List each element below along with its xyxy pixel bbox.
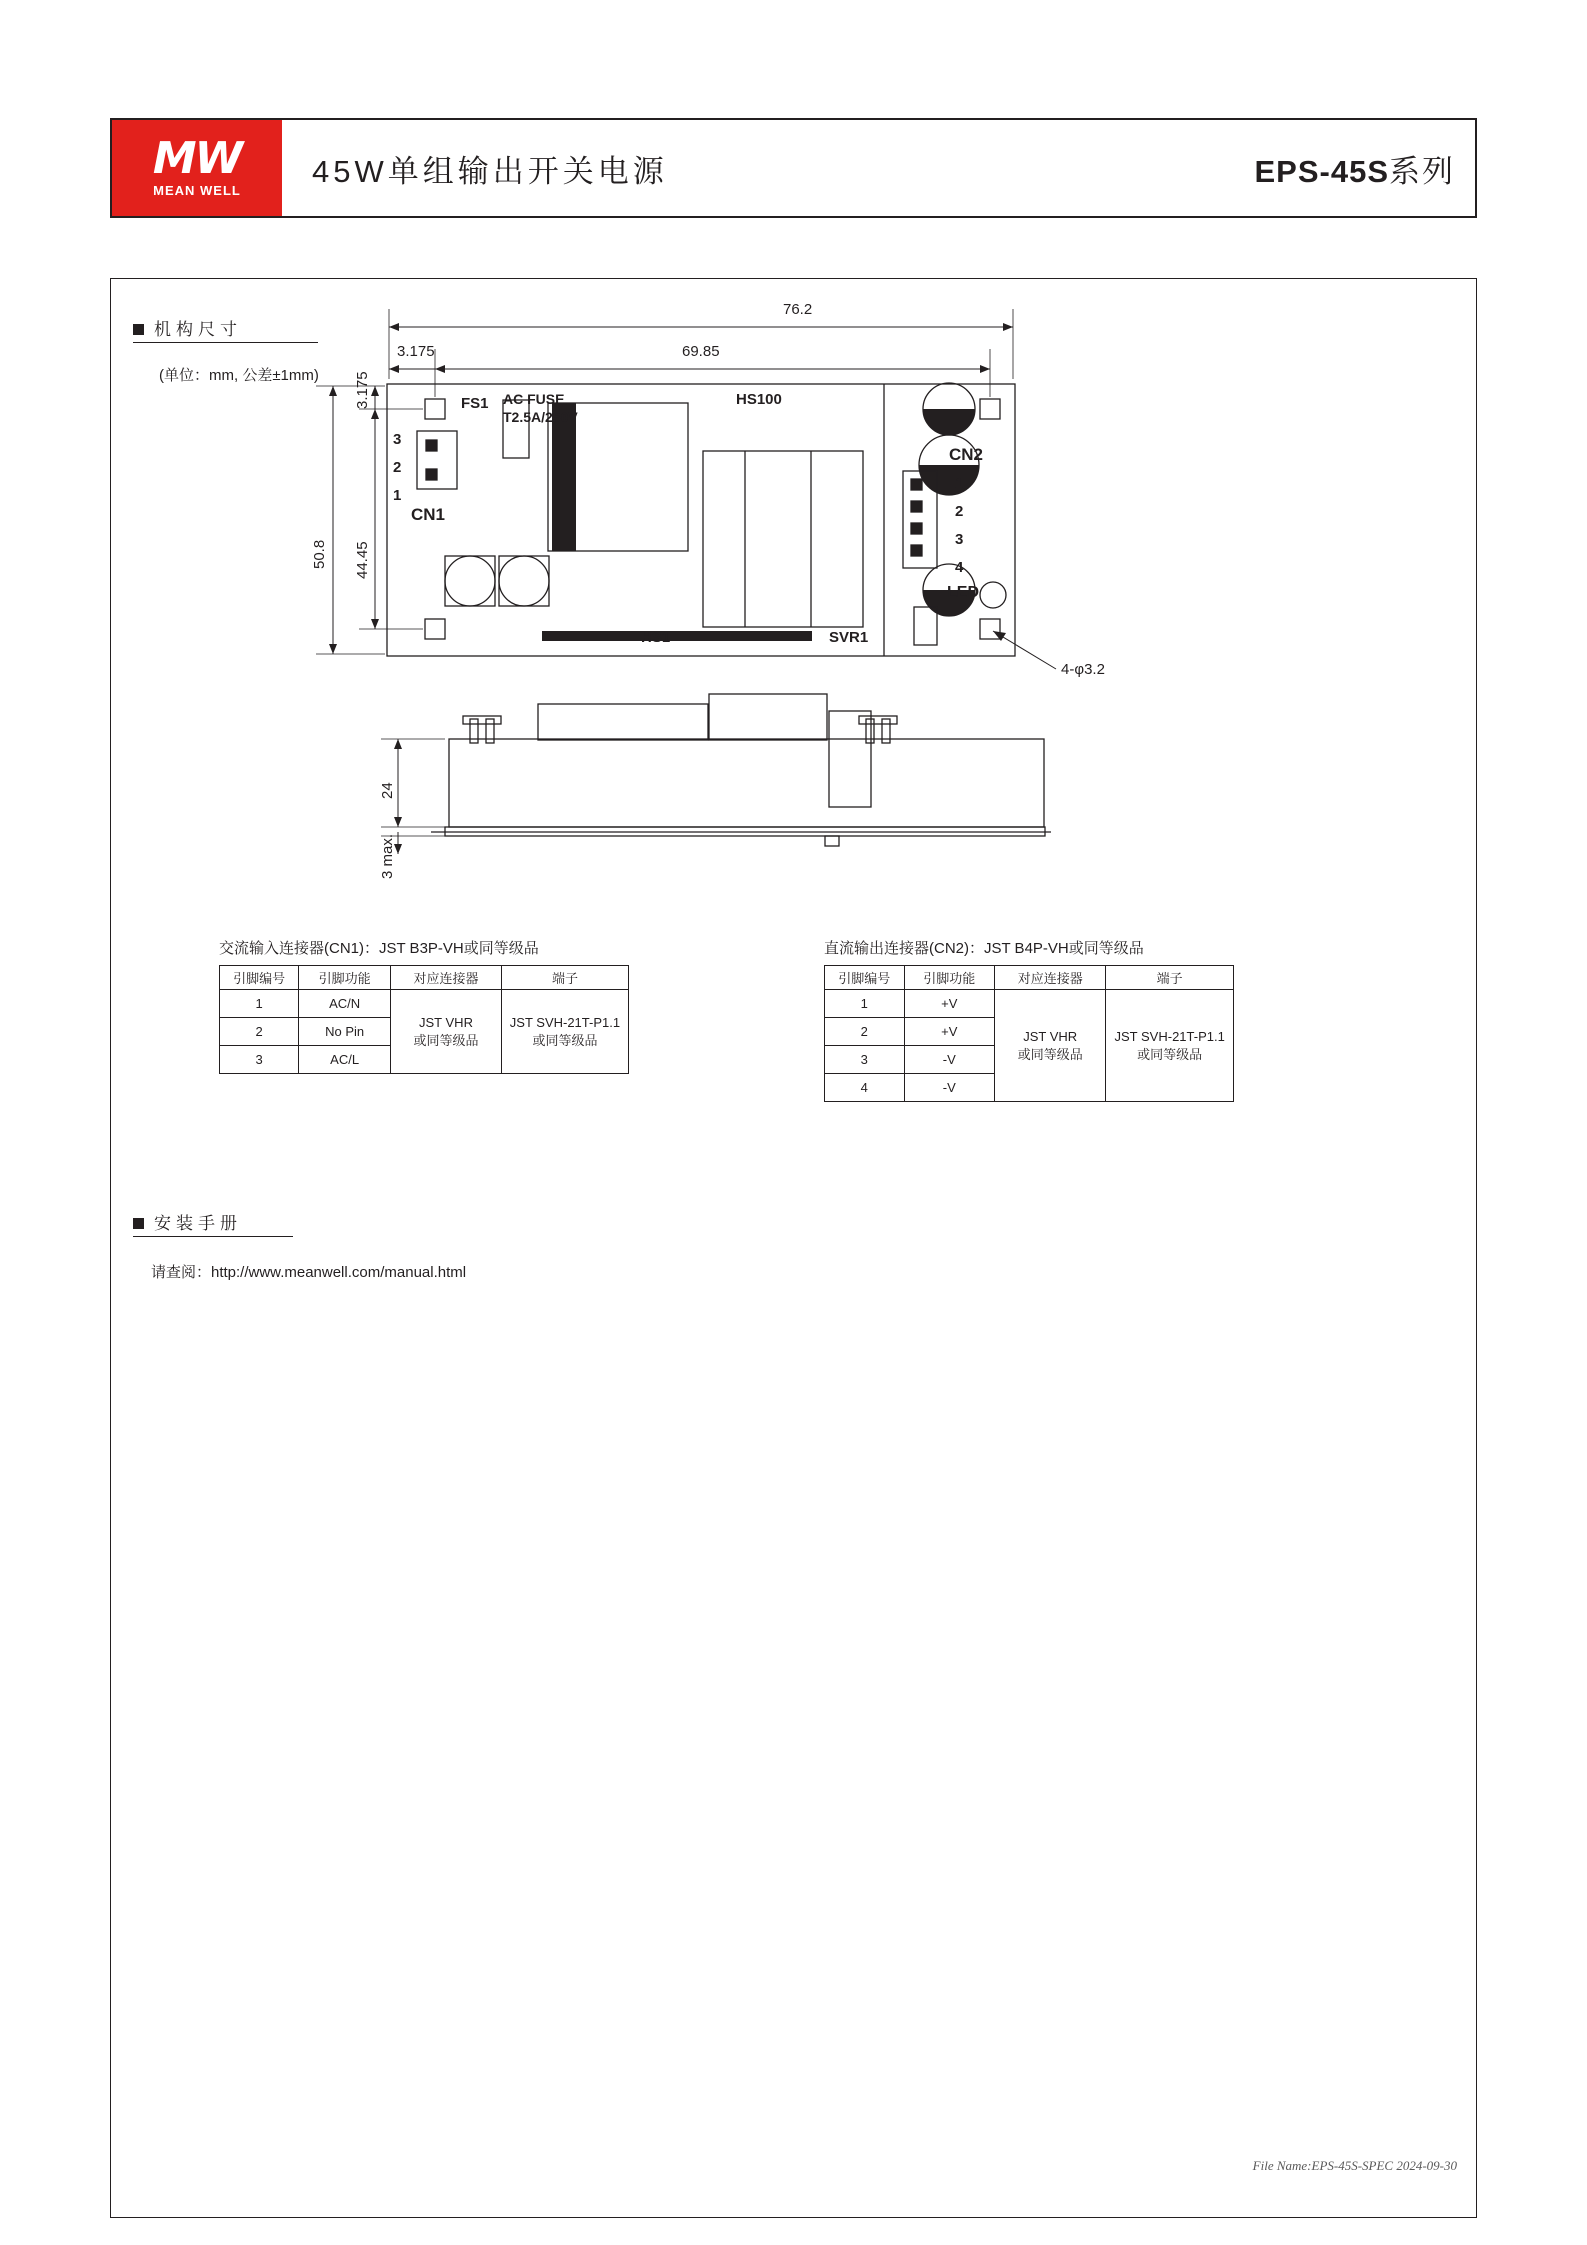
cn1-table — [219, 965, 629, 1074]
label-fs1: FS1 — [461, 395, 489, 412]
cn2-terminal-line2: 或同等级品 — [1137, 1046, 1203, 1062]
dim-offset-y: 3.175 — [354, 371, 371, 409]
dim-mounting-holes: 4-φ3.2 — [1061, 661, 1105, 678]
cn2-connector-line2: 或同等级品 — [1017, 1046, 1083, 1062]
cn1-r1-pin: 2 — [220, 1018, 299, 1046]
cn1-header-0: 引脚编号 — [220, 966, 299, 990]
logo-brand-text: MEAN WELL — [153, 182, 241, 198]
dim-side-height: 24 — [379, 782, 396, 799]
table-header-row — [220, 966, 629, 990]
section-manual-label: 安装手册 — [154, 1214, 242, 1233]
cn1-header-3: 端子 — [501, 966, 628, 990]
cn2-terminal-line1: JST SVH-21T-P1.1 — [1114, 1028, 1225, 1044]
cn1-r0-pin: 1 — [220, 990, 299, 1018]
logo-mark-text: MW — [152, 132, 242, 184]
cn1-r0-func: AC/N — [299, 990, 391, 1018]
cn1-r1-func: No Pin — [299, 1018, 391, 1046]
label-svr1: SVR1 — [829, 629, 869, 646]
cn1-r2-func: AC/L — [299, 1046, 391, 1074]
model-series-suffix: 系列 — [1389, 154, 1455, 189]
cn2-connector-cell — [995, 990, 1106, 1102]
cn2-r3-pin: 4 — [825, 1074, 905, 1102]
cn2-header-2: 对应连接器 — [995, 966, 1106, 990]
cn1-terminal-line1: JST SVH-21T-P1.1 — [509, 1014, 621, 1030]
section-mechanical-label: 机构尺寸 — [154, 320, 242, 339]
cn2-header-0: 引脚编号 — [825, 966, 905, 990]
cn2-r0-func: +V — [904, 990, 995, 1018]
cn1-connector-line1: JST VHR — [419, 1014, 473, 1030]
cn1-connector-cell — [391, 990, 502, 1074]
dim-width-total: 76.2 — [783, 301, 813, 318]
cn2-pin-2: 2 — [955, 503, 964, 520]
square-bullet-icon — [133, 1218, 144, 1229]
cn1-pin-1: 1 — [393, 487, 402, 504]
section-manual-title — [133, 1209, 242, 1234]
cn2-r1-func: +V — [904, 1018, 995, 1046]
label-cn2: CN2 — [949, 445, 984, 464]
cn2-terminal-cell — [1106, 990, 1234, 1102]
label-ac-fuse-line1: AC FUSE — [503, 391, 565, 407]
section-manual-underline — [133, 1236, 293, 1237]
cn2-table-title: 直流输出连接器(CN2)：JST B4P-VH或同等级品 — [824, 940, 1144, 957]
cn1-header-1: 引脚功能 — [299, 966, 391, 990]
cn2-table — [824, 965, 1234, 1102]
cn2-pin-1: 1 — [955, 475, 964, 492]
label-ac-fuse-line2: T2.5A/250V — [503, 409, 578, 425]
cn2-pin-4: 4 — [955, 559, 964, 576]
cn1-pin-2: 2 — [393, 459, 402, 476]
cn2-pin-3: 3 — [955, 531, 964, 548]
cn2-r2-func: -V — [904, 1046, 995, 1074]
cn1-header-2: 对应连接器 — [391, 966, 502, 990]
page-title: 45W单组输出开关电源 — [312, 154, 668, 189]
cn2-header-3: 端子 — [1106, 966, 1234, 990]
manual-link-text[interactable]: 请查阅：http://www.meanwell.com/manual.html — [151, 1264, 467, 1281]
label-hs1: HS1 — [641, 629, 671, 646]
table-row — [825, 990, 1234, 1018]
label-cn1: CN1 — [411, 505, 446, 524]
dim-height-hole: 44.45 — [354, 541, 371, 579]
cn1-pin-3: 3 — [393, 431, 402, 448]
table-row — [220, 990, 629, 1018]
cn1-r2-pin: 3 — [220, 1046, 299, 1074]
label-hs100: HS100 — [736, 391, 782, 408]
table-header-row — [825, 966, 1234, 990]
meanwell-logo — [112, 120, 282, 216]
cn2-r0-pin: 1 — [825, 990, 905, 1018]
label-led: LED — [947, 584, 979, 601]
cn2-header-1: 引脚功能 — [904, 966, 995, 990]
dim-width-hole: 69.85 — [682, 343, 720, 360]
cn1-terminal-cell — [501, 990, 628, 1074]
dim-offset-x: 3.175 — [397, 343, 435, 360]
cn2-r2-pin: 3 — [825, 1046, 905, 1074]
content-frame — [110, 278, 1477, 2218]
model-number-text: EPS-45S — [1254, 154, 1389, 189]
dim-side-max: 3 max. — [379, 833, 396, 879]
dim-height-total: 50.8 — [311, 539, 328, 569]
model-number — [1254, 146, 1455, 191]
cn2-r1-pin: 2 — [825, 1018, 905, 1046]
unit-note: (单位：mm, 公差±1mm) — [159, 367, 319, 384]
cn1-connector-line2: 或同等级品 — [413, 1032, 479, 1048]
cn2-r3-func: -V — [904, 1074, 995, 1102]
document-header — [110, 118, 1477, 218]
cn1-table-title: 交流输入连接器(CN1)：JST B3P-VH或同等级品 — [219, 940, 539, 957]
mechanical-drawing — [111, 279, 1478, 2219]
cn1-terminal-line2: 或同等级品 — [532, 1032, 598, 1048]
file-name-footer: File Name:EPS-45S-SPEC 2024-09-30 — [1252, 2158, 1457, 2173]
cn2-connector-line1: JST VHR — [1023, 1028, 1078, 1044]
